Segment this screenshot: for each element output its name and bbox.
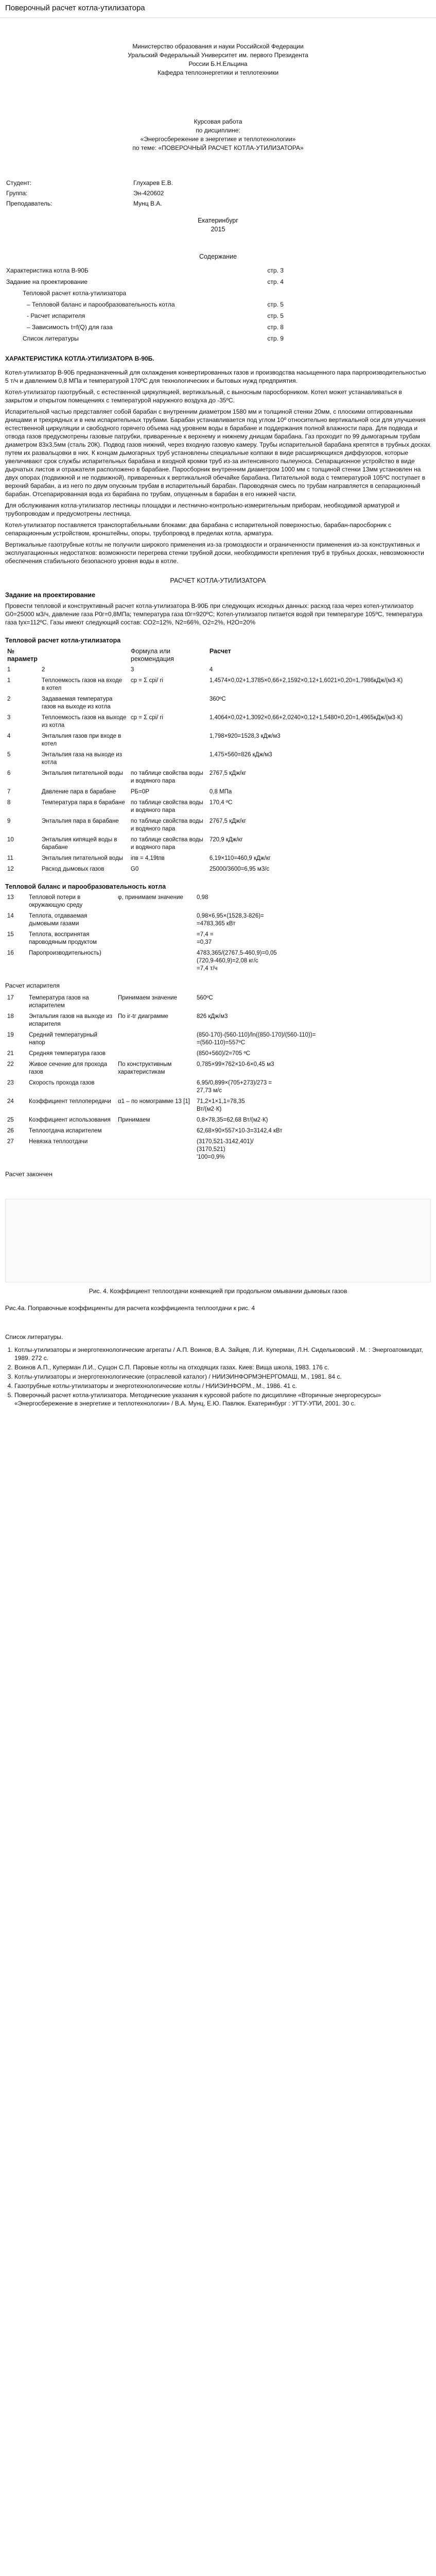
- table-cell: 22: [7, 1061, 14, 1067]
- table-cell: [116, 911, 195, 929]
- ministry-line: Министерство образования и науки Российской Федерации: [132, 43, 304, 50]
- evaporator-title: Расчет испарителя: [5, 982, 60, 989]
- table-cell: Живое сечение для прохода газов: [29, 1061, 108, 1075]
- char-paragraph: Для обслуживания котла-утилизатор лестницы площадки и лестнично-контрольно-измерительным приборам, необходимой арматурой и трубопроводам и предусмотрены лестница.: [5, 502, 400, 517]
- reference-item: 2. Воинов А.П., Куперман Л.И., Сущон С.П. Паровые котлы на отходящих газах. Киев: Вища школа, 1983. 176 с.: [14, 1363, 431, 1371]
- table-cell: 6,19×110=460,9 кДж/кг: [209, 855, 271, 861]
- table-cell: Тепловой потери в окружающую среду: [29, 894, 83, 908]
- table-cell: [116, 1078, 195, 1096]
- author-meta: [5, 177, 263, 209]
- table-cell: [116, 1137, 195, 1163]
- table-cell: 12: [7, 866, 14, 872]
- table-cell: 720,9 кДж/кг: [209, 837, 243, 843]
- references-list: [14, 1346, 431, 1408]
- table-cell: 25000/3600=6,95 м3/с: [209, 866, 270, 872]
- reference-item: 5. Поверочный расчет котла-утилизатора. Методические указания к курсовой работе по дисциплине «Вторичные энергоресурсы» «Энергосбережение в энергетике и теплотехнологии» / В.А. Мунц, Е.Ю. Павлюк. Екатеринбург : УГТУ-УПИ, 2001. 30 с.: [14, 1391, 431, 1408]
- table-cell: (850+560)/2=705 ºС: [197, 1050, 250, 1057]
- table-row: [5, 1078, 431, 1096]
- discipline: «Энергосбережение в энергетике и теплотехнологии»: [140, 135, 296, 143]
- table-cell: [129, 731, 207, 750]
- toc-item[interactable]: - Расчет испарителя стр. 5: [27, 312, 284, 319]
- table-row: [5, 853, 431, 864]
- toc-table: [5, 264, 293, 345]
- char-paragraph: Котел-утилизатор поставляется транспортабельными блоками: два барабана с испарительной поверхностью, барабан-паросборник с сепарационным устройством, кронштейны, опоры, трубопровод в пределах котла, арматура.: [5, 521, 392, 537]
- table-cell: 71,2×1×1,1=78,35 Вт/(м2·К): [197, 1098, 245, 1112]
- teacher-label: Преподаватель:: [6, 200, 53, 207]
- evaporator-table: [5, 993, 431, 1163]
- table-cell: 6: [7, 770, 11, 776]
- document-body: [5, 24, 431, 1409]
- table-cell: 23: [7, 1080, 14, 1086]
- city-year: [5, 216, 431, 234]
- table-cell: 8: [7, 800, 11, 806]
- table-cell: 0,98: [197, 894, 208, 901]
- figure-caption: Рис. 4. Коэффициент теплоотдачи конвекцией при продольном омывании дымовых газов: [89, 1287, 347, 1295]
- table-cell: 19: [7, 1032, 14, 1038]
- table-cell: 170,4 ºС: [209, 800, 233, 806]
- table-cell: 4783,365/(2767,5-460,9)=0,05 (720,9-460,9)=2,08 кг/с =7,4 т/ч: [197, 950, 277, 972]
- table-cell: Паропроизводительность): [29, 950, 101, 956]
- table-cell: α1 – по номограмме 13 [1]: [118, 1098, 190, 1105]
- table-cell: iпв = 4,19tпв: [130, 855, 165, 861]
- char-paragraph: Вертикальные газотрубные котлы не получили широкого применения из-за громоздкости и ограниченности применения из-за конструктивных и эксплуатационных недостатков: возможности перегрева стенки трубной доски, необходимости крепления труб в трубных досках, невозможности обеспечения стабильного безопасного уровня воды в котле.: [5, 541, 424, 565]
- table-cell: 1,4574×0,02+1,3785×0,66+2,1592×0,12+1,6021×0,20=1,7986кДж/(м3·К): [209, 677, 403, 684]
- table-cell: Средняя температура газов: [29, 1050, 106, 1057]
- calc-end: Расчет закончен: [5, 1171, 53, 1178]
- table-cell: Задаваемая температура газов на выходе из котла: [41, 696, 113, 710]
- toc-item[interactable]: Задание на проектирование стр. 4: [6, 278, 284, 285]
- table-cell: По конструктивным характеристикам: [118, 1061, 172, 1075]
- table-cell: Коэффициент использования: [29, 1117, 111, 1123]
- char-paragraph: Котел-утилизатор В-90Б предназначенный для охлаждения конвертированных газов и производства насыщенного пара парпроизводительностью 5 т/ч и давлением 0,8 МПа и температурой 170ºС для технологических и бытовых нужд предприятия.: [5, 369, 426, 384]
- table-row: [5, 835, 431, 853]
- table-row: [5, 1059, 431, 1078]
- table-cell: 360ºС: [209, 696, 226, 702]
- calc-title: РАСЧЕТ КОТЛА-УТИЛИЗАТОРА: [170, 577, 266, 584]
- references-title: Список литературы.: [5, 1333, 63, 1341]
- table-cell: cp = Σ cpi/ ri: [130, 715, 163, 721]
- table-row: [5, 675, 431, 694]
- table-cell: 16: [7, 950, 14, 956]
- thermal-table: [5, 646, 431, 875]
- table-cell: Расход дымовых газов: [41, 866, 104, 872]
- table-cell: 11: [7, 855, 13, 861]
- table-cell: 1,4064×0,02+1,3092×0,66+2,0240×0,12+1,5480×0,20=1,4965кДж/(м3·К): [209, 715, 403, 721]
- toc-item[interactable]: Список литературы стр. 9: [23, 335, 284, 342]
- table-cell: 15: [7, 931, 14, 938]
- table-cell: Энтальпия питательной воды: [41, 855, 124, 861]
- table-row: [5, 694, 431, 713]
- header-bar: [0, 0, 436, 18]
- table-cell: 5: [7, 752, 11, 758]
- group-label: Группа:: [6, 190, 28, 197]
- task-paragraph: Провести тепловой и конструктивный расчет котла-утилизатора В-90Б при следующих исходных данных: расход газа через котел-утилизатор G0=25000 м3/ч, давление газа P0г=0,8МПа; температура газа t0г=920ºС; Котел-утилизатор питается водой при температуре 105ºС, температура газа tух=112ºС. Газы имеют следующий состав: СО2=12%, N2=66%, О2=2%, Н2О=20%: [5, 602, 423, 626]
- table-cell: 6,95/0,899×(705+273)/273 = 27,73 м/с: [197, 1080, 272, 1094]
- table-cell: [116, 929, 195, 948]
- table-cell: Энтальпия газов при входе в котел: [41, 733, 121, 747]
- table-cell: 0,785×99×762×10-6×0,45 м3: [197, 1061, 274, 1067]
- table-cell: [116, 1126, 195, 1137]
- table-cell: 7: [7, 789, 11, 795]
- table-cell: 10: [7, 837, 14, 843]
- table-row: [5, 713, 431, 731]
- table-cell: 0,8 МПа: [209, 789, 232, 795]
- table-cell: 17: [7, 995, 14, 1001]
- table-row: [5, 816, 431, 835]
- col-header: [40, 646, 129, 665]
- reference-item: 3. Котлы-утилизаторы и энерготехнологические (отраслевой каталог) / НИИЭИНФОРМЭНЕРГОМАШ, М., 1981. 84 с.: [14, 1372, 431, 1381]
- table-row: [5, 731, 431, 750]
- table-cell: cp = Σ cpi/ ri: [130, 677, 163, 684]
- table-cell: [129, 694, 207, 713]
- student-label: Студент:: [6, 179, 32, 187]
- table-cell: 26: [7, 1128, 14, 1134]
- figure-note: Рис.4а. Поправочные коэффициенты для расчета коэффициента теплоотдачи к рис. 4: [5, 1304, 255, 1312]
- table-cell: Принимаем: [118, 1117, 150, 1123]
- table-row: [5, 1030, 431, 1048]
- table-cell: [116, 948, 195, 974]
- table-row: [5, 948, 431, 974]
- table-cell: Теплоотдача испарителем: [29, 1128, 102, 1134]
- table-cell: Средний температурный напор: [29, 1032, 98, 1046]
- year: 2015: [211, 226, 225, 233]
- toc-item[interactable]: Характеристика котла В-90Б стр. 3: [6, 267, 284, 274]
- table-cell: Скорость прохода газов: [29, 1080, 95, 1086]
- col-header: Формула или рекомендация: [130, 648, 174, 663]
- table-row: [5, 1126, 431, 1137]
- table-cell: 24: [7, 1098, 14, 1105]
- table-cell: 1,798×920=1528,3 кДж/м3: [209, 733, 281, 739]
- table-cell: 18: [7, 1013, 14, 1020]
- table-cell: 27: [7, 1139, 14, 1145]
- table-cell: 0,8×78,35=62,68 Вт/(м2·К): [197, 1117, 268, 1123]
- table-header-row: [5, 646, 431, 665]
- table-cell: 21: [7, 1050, 14, 1057]
- table-row: [5, 1011, 431, 1030]
- table-cell: 9: [7, 818, 11, 824]
- table-cell: 14: [7, 913, 14, 919]
- table-row: [5, 1096, 431, 1115]
- table-cell: Теплота, отдаваемая дымовыми газами: [29, 913, 88, 927]
- table-row: [5, 768, 431, 787]
- discipline-label: по дисциплине:: [196, 127, 240, 134]
- table-cell: =7,4 = =0,37: [197, 931, 214, 945]
- table-cell: Энтальпия кипящей воды в барабане: [41, 837, 117, 851]
- city: Екатеринбург: [198, 217, 238, 224]
- table-cell: Энтальпия питательной воды: [41, 770, 124, 776]
- table-cell: Коэффициент теплопередачи: [29, 1098, 111, 1105]
- country-line: России Б.Н.Ельцина: [188, 60, 248, 67]
- table-cell: 2767,5 кДж/кг: [209, 770, 247, 776]
- table-cell: PБ=0Р: [130, 789, 149, 795]
- topic: по теме: «ПОВЕРОЧНЫЙ РАСЧЕТ КОТЛА-УТИЛИЗАТОРА»: [132, 144, 304, 151]
- table-cell: 2767,5 кДж/кг: [209, 818, 247, 824]
- table-cell: 2: [7, 696, 11, 702]
- university-line: Уральский Федеральный Университет им. первого Президента: [128, 52, 308, 59]
- table-cell: (850-170)-(560-110)/ln((850-170)/(560-110))= =(560-110)=557ºС: [197, 1032, 316, 1046]
- table-row: [5, 1137, 431, 1163]
- table-row: [5, 911, 431, 929]
- toc-title: Содержание: [199, 253, 237, 260]
- col-header: № параметр: [7, 648, 38, 663]
- table-row: [5, 892, 431, 911]
- table-row: [5, 993, 431, 1011]
- figure-placeholder: [5, 1199, 431, 1282]
- table-cell: 1,475×560=826 кДж/м3: [209, 752, 272, 758]
- table-index-row: 1 2 3 4: [7, 667, 213, 673]
- work-type: Курсовая работа: [194, 118, 242, 125]
- table-cell: 560ºС: [197, 995, 213, 1001]
- references: [5, 1333, 431, 1408]
- table-cell: 25: [7, 1117, 14, 1123]
- table-cell: [129, 750, 207, 768]
- table-row: [5, 929, 431, 948]
- char-title: ХАРАКТЕРИСТИКА КОТЛА-УТИЛИЗАТОРА В-90Б.: [5, 355, 154, 362]
- table-cell: по таблице свойства воды и водяного пара: [130, 800, 203, 814]
- table-cell: Энтальпия газа на выходе из котла: [41, 752, 122, 766]
- table-cell: Энтальпия газов на выходе из испарителя: [29, 1013, 113, 1027]
- table-cell: По iг-tг диаграмме: [118, 1013, 168, 1020]
- table-row: [5, 1115, 431, 1126]
- table-cell: по таблице свойства воды и водяного пара: [130, 770, 203, 784]
- table-cell: 4: [7, 733, 11, 739]
- table-cell: Теплоемкость газов на входе в котел: [41, 677, 123, 691]
- table-cell: G0: [130, 866, 139, 872]
- table-cell: Теплота, воспринятая пароводяным продуктом: [29, 931, 97, 945]
- page-title: Поверочный расчет котла-утилизатора: [5, 4, 145, 12]
- table-cell: Невязка теплоотдачи: [29, 1139, 88, 1145]
- cover-block: [5, 24, 431, 152]
- table-cell: 0,98×6,95×(1528,3-826)= =4783,365 кВт: [197, 913, 264, 927]
- col-header: Расчет: [209, 648, 231, 655]
- thermal-title: Тепловой расчет котла-утилизатора: [5, 637, 121, 644]
- table-row: [5, 787, 431, 798]
- reference-item: 4. Газотрубные котлы-утилизаторы и энерготехнологические котлы / НИИЭИНФОРМ., М., 1986. 41 с.: [14, 1382, 431, 1390]
- table-cell: Принимаем значение: [118, 995, 177, 1001]
- table-cell: Температура газов на испарителем: [29, 995, 89, 1009]
- balance-title: Тепловой баланс и парообразовательность котла: [5, 883, 166, 890]
- student-name: Глухарев Е.В.: [133, 179, 173, 187]
- table-cell: 826 кДж/м3: [197, 1013, 228, 1020]
- toc-item[interactable]: – Тепловой баланс и парообразовательность котла стр. 5: [27, 301, 284, 308]
- group-value: Эн-420602: [133, 190, 164, 197]
- table-row: [5, 798, 431, 816]
- table-cell: Давление пара в барабане: [41, 789, 116, 795]
- table-cell: (3170,521-3142,401)/ (3170,521) '100=0,9%: [197, 1139, 254, 1160]
- table-cell: [116, 1048, 195, 1059]
- toc-item[interactable]: – Зависимость t=f(Q) для газа стр. 8: [27, 324, 284, 331]
- table-row: [5, 750, 431, 768]
- table-cell: [116, 1030, 195, 1048]
- department-line: Кафедра теплоэнергетики и теплотехники: [157, 69, 279, 76]
- table-cell: Теплоемкость газов на выходе из котла: [41, 715, 127, 728]
- char-paragraph: Испарительной частью представляет собой барабан с внутренним диаметром 1580 мм и толщиной стенки 20мм, с плоскими оптированными днищами и трехрядных и в нем испарительных трубами. Барабан устанавливается под углом 10º относительно вертикальной оси для улучшения естественной циркуляции и свободного горячего объема над уровнем воды в барабане и поддержания полной влажности пара. Для подвода и отвода газов предусмотрены газовые патрубки, приваренные к верхнему и нижнему днищам барабана. Газ проходит по 99 дымогарным трубам диаметром 83х3,5мм (сталь 20К). Подвод газов нижний, через входную газовую камеру. Трубы испарительной барабана крепятся в трубных досках путем их развальцовки в них. К концам дымогарных труб установлены специальные колпаки в виде расширяющихся диффузоров, которые увеличивают срок службы испарительных барабана и входной кромки труб из-за интенсивного пылеуноса. Сепарационное устройство в виде дырчатых листов и отражателя расположено в барабане. Паросборник внутренним диаметром 1000 мм с толщиной стенки 13мм установлен на двух опорах (подвижной и не подвижной), приваренных к вертикальной обечайке барабана. Питательной вода с температурой 105ºС поступает в верхний барабан, а из него по двум опускным трубам в испарительный барабан. Пароводяная смесь по трубам направляется в сепарационный барабан. Отсепарированная вода из барабана по трубам, опущенным в барабан в его нижней части.: [5, 408, 431, 498]
- table-cell: 1: [7, 677, 11, 684]
- table-row: [5, 1048, 431, 1059]
- char-paragraph: Котел-утилизатор газотрубный, с естественной циркуляцией, вертикальный, с выносным паросборником. Котел может устанавливаться в закрытом и открытом помещениях с температурой наружного воздуха до -35ºС.: [5, 388, 402, 404]
- table-cell: 62,68×90×557×10-3=3142,4 кВт: [197, 1128, 283, 1134]
- toc-item[interactable]: Тепловой расчет котла-утилизатора: [23, 290, 127, 297]
- table-cell: по таблице свойства воды и водяного пара: [130, 837, 203, 851]
- table-cell: Энтальпия пара в барабане: [41, 818, 119, 824]
- balance-table: [5, 892, 431, 974]
- reference-item: 1. Котлы-утилизаторы и энерготехнологические агрегаты / А.П. Воинов, В.А. Зайцев, Л.И. Куперман, Л.Н. Сидельковский . М. : Энергоатомиздат, 1989. 272 с.: [14, 1346, 431, 1362]
- table-cell: по таблице свойства воды и водяного пара: [130, 818, 203, 832]
- table-row: [5, 864, 431, 875]
- table-cell: 3: [7, 715, 11, 721]
- teacher-name: Мунц В.А.: [133, 200, 162, 207]
- task-subtitle: Задание на проектирование: [5, 591, 96, 599]
- table-cell: Температура пара в барабане: [41, 800, 125, 806]
- table-cell: φ, принимаем значение: [118, 894, 183, 901]
- table-cell: 13: [7, 894, 14, 901]
